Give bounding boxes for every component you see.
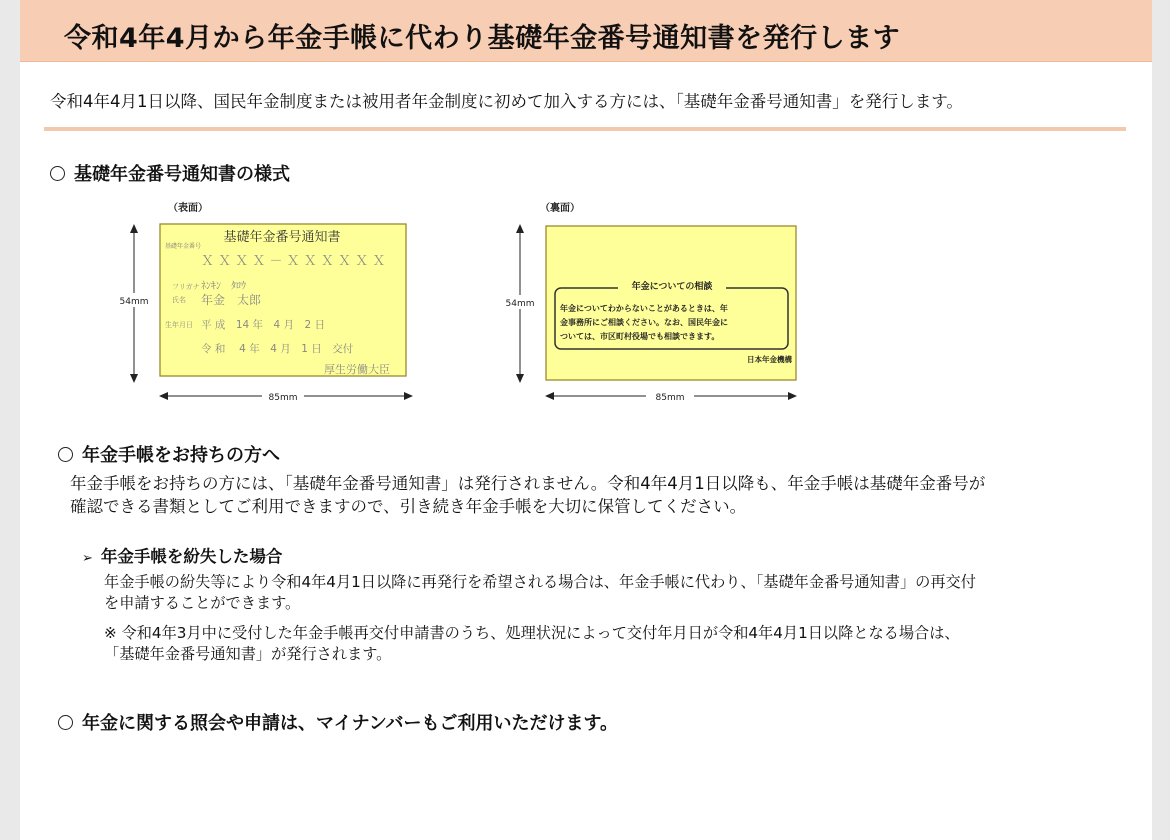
issue-date: 令 和 4 年 4 月 1 日 交付	[201, 343, 354, 355]
section-heading-mynumber	[58, 709, 618, 735]
front-height-label: 54mm	[119, 297, 149, 307]
circle-bullet-icon	[50, 166, 65, 181]
consultation-line-2: 金事務所にご相談ください。なお、国民年金に	[560, 318, 728, 327]
paragraph-line: 年金手帳をお持ちの方には、「基礎年金番号通知書」は発行されません。令和4年4月1日以降も、年金手帳は基礎年金番号が	[70, 474, 986, 493]
section-heading-text: 基礎年金番号通知書の様式	[74, 164, 290, 185]
section-heading-text: 年金手帳をお持ちの方へ	[82, 445, 280, 466]
kana-value: ﾈﾝｷﾝ ﾀﾛｳ	[201, 281, 246, 292]
subsection-heading-lost	[82, 543, 282, 567]
paragraph-line: ※ 令和4年3月中に受付した年金手帳再交付申請書のうち、処理状況によって交付年月日が令和4年4月1日以降となる場合は、	[104, 624, 960, 642]
lost-paragraph	[104, 572, 1144, 614]
consultation-line-3: ついては、市区町村役場でも相談できます。	[560, 332, 720, 341]
arrow-left-icon	[159, 392, 168, 400]
org-name: 日本年金機構	[747, 355, 792, 364]
circle-bullet-icon	[58, 715, 73, 730]
page-title: 令和4年4月から年金手帳に代わり基礎年金番号通知書を発行します	[64, 23, 901, 54]
name-value: 年金 太郎	[201, 293, 262, 307]
arrow-up-icon	[130, 224, 138, 233]
arrow-up-icon	[516, 224, 524, 233]
pension-number: Ｘ Ｘ Ｘ Ｘ － Ｘ Ｘ Ｘ Ｘ Ｘ Ｘ	[201, 254, 386, 269]
back-width-label: 85mm	[655, 393, 685, 403]
circle-bullet-icon	[58, 447, 73, 462]
arrow-left-icon	[545, 392, 554, 400]
dob-value: 平 成 14 年 4 月 2 日	[201, 319, 326, 331]
paragraph-line: を申請することができます。	[104, 594, 301, 612]
arrow-down-icon	[130, 374, 138, 383]
section-heading-handbook	[58, 441, 280, 467]
subsection-heading-text: 年金手帳を紛失した場合	[100, 547, 283, 566]
note-paragraph	[104, 623, 1144, 665]
arrow-right-icon	[404, 392, 413, 400]
document-page	[20, 0, 1152, 840]
back-side-label: （裏面）	[540, 203, 580, 214]
dob-label: 生年月日	[165, 321, 193, 329]
title-banner	[20, 0, 1152, 62]
arrow-right-icon	[788, 392, 797, 400]
intro-text: 令和4年4月1日以降、国民年金制度または被用者年金制度に初めて加入する方には、「基礎年金番号通知書」を発行します。	[50, 92, 963, 111]
arrowhead-bullet-icon: ➢	[82, 551, 93, 566]
paragraph-line: 「基礎年金番号通知書」が発行されます。	[104, 645, 392, 663]
section-heading-format	[50, 160, 290, 186]
consultation-line-1: 年金についてわからないことがあるときは、年	[560, 304, 728, 313]
paragraph-line: 確認できる書類としてご利用できますので、引き続き年金手帳を大切に保管してください。	[70, 497, 747, 516]
back-height-label: 54mm	[505, 299, 535, 309]
handbook-paragraph	[70, 472, 1140, 518]
paragraph-line: 年金手帳の紛失等により令和4年4月1日以降に再発行を希望される場合は、年金手帳に代わり、「基礎年金番号通知書」の再交付	[104, 573, 976, 591]
front-width-label: 85mm	[268, 393, 298, 403]
card-illustration	[20, 195, 1152, 415]
section-heading-text: 年金に関する照会や申請は、マイナンバーもご利用いただけます。	[82, 713, 619, 734]
front-card-title: 基礎年金番号通知書	[223, 230, 341, 245]
kana-label: フリガナ	[172, 283, 200, 291]
arrow-down-icon	[516, 374, 524, 383]
front-side-label: （表面）	[168, 203, 208, 214]
consultation-title: 年金についての相談	[631, 282, 713, 292]
name-label: 氏名	[172, 296, 186, 304]
divider	[44, 127, 1126, 131]
number-label: 基礎年金番号	[165, 243, 202, 250]
issuer: 厚生労働大臣	[324, 363, 390, 376]
